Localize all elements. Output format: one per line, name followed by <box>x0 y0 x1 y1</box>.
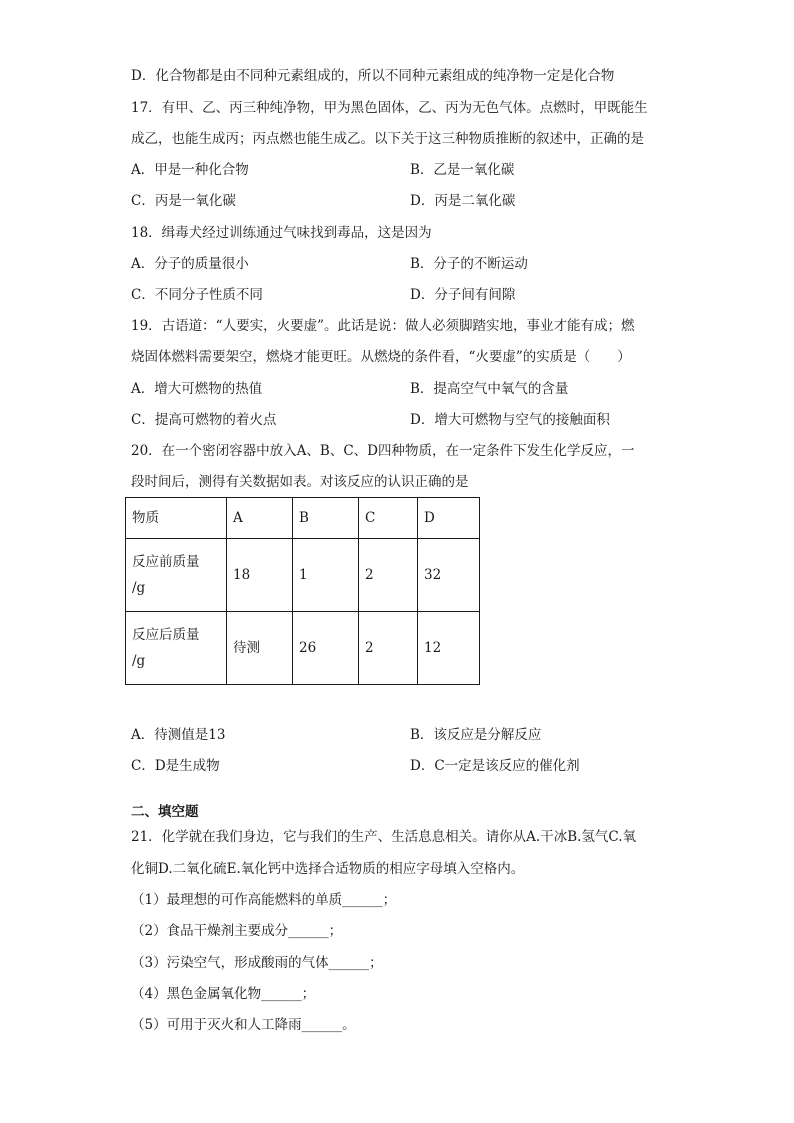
table-cell: 32 <box>418 539 480 612</box>
q17-option-d: D．丙是二氧化碳 <box>410 193 516 209</box>
q20-option-d: D．C一定是该反应的催化剂 <box>410 758 580 774</box>
q17-stem-line2: 成乙，也能生成丙；丙点燃也能生成乙。以下关于这三种物质推断的叙述中，正确的是 <box>131 131 644 147</box>
table-header-cell: A <box>227 498 293 539</box>
q19-stem-line1: 19．古语道：“人要实，火要虚”。此话是说：做人必须脚踏实地，事业才能有成；燃 <box>131 318 635 334</box>
q18-option-b: B．分子的不断运动 <box>410 256 528 272</box>
table-cell: 26 <box>293 612 359 685</box>
table-header-cell: 物质 <box>126 498 227 539</box>
q20-stem-line2: 段时间后，测得有关数据如表。对该反应的认识正确的是 <box>131 474 469 490</box>
table-header-cell: D <box>418 498 480 539</box>
table-cell: 1 <box>293 539 359 612</box>
table-row-label <box>126 612 227 685</box>
q21-stem-line2: 化铜D.二氧化硫E.氧化钙中选择合适物质的相应字母填入空格内。 <box>131 861 525 877</box>
q17-option-c: C．丙是一氧化碳 <box>131 193 236 209</box>
q21-stem-line1: 21．化学就在我们身边，它与我们的生产、生活息息相关。请你从A.干冰B.氢气C.氧 <box>131 829 637 845</box>
table-cell: 待测 <box>227 612 293 685</box>
q16-option-d: D．化合物都是由不同种元素组成的，所以不同种元素组成的纯净物一定是化合物 <box>131 68 615 84</box>
table-row <box>126 612 480 685</box>
table-cell: 2 <box>359 539 418 612</box>
q21-sub-3: （3）污染空气，形成酸雨的气体______； <box>131 955 383 971</box>
q21-sub-4: （4）黑色金属氧化物______； <box>131 986 316 1002</box>
q20-option-a: A．待测值是13 <box>131 727 226 743</box>
table-header-cell: B <box>293 498 359 539</box>
q19-stem-line2: 烧固体燃料需要架空，燃烧才能更旺。从燃烧的条件看，“火要虚”的实质是（ ） <box>131 349 631 365</box>
q21-sub-2: （2）食品干燥剂主要成分______； <box>131 923 343 939</box>
q19-option-d: D．增大可燃物与空气的接触面积 <box>410 412 610 428</box>
q19-option-b: B．提高空气中氧气的含量 <box>410 381 569 397</box>
q18-option-d: D．分子间有间隙 <box>410 287 516 303</box>
q21-sub-5: （5）可用于灭火和人工降雨______。 <box>131 1017 356 1033</box>
row-label-line: 反应后质量 <box>132 627 200 643</box>
row-label-unit: /g <box>132 580 146 596</box>
row-label-unit: /g <box>132 653 146 669</box>
row-label-line: 反应前质量 <box>132 554 200 570</box>
q17-option-a: A．甲是一种化合物 <box>131 162 249 178</box>
table-header-cell: C <box>359 498 418 539</box>
table-header-row <box>126 498 480 539</box>
section-title: 二、填空题 <box>131 804 199 820</box>
q18-stem-line1: 18．缉毒犬经过训练通过气味找到毒品，这是因为 <box>131 225 432 241</box>
table-row <box>126 539 480 612</box>
q21-sub-1: （1）最理想的可作高能燃料的单质______； <box>131 892 397 908</box>
q20-option-c: C．D是生成物 <box>131 758 220 774</box>
q18-option-c: C．不同分子性质不同 <box>131 287 263 303</box>
q20-option-b: B．该反应是分解反应 <box>410 727 542 743</box>
q19-option-c: C．提高可燃物的着火点 <box>131 412 277 428</box>
table-cell: 18 <box>227 539 293 612</box>
q17-stem-line1: 17．有甲、乙、丙三种纯净物，甲为黑色固体，乙、丙为无色气体。点燃时，甲既能生 <box>131 100 648 116</box>
q20-data-table <box>125 497 480 685</box>
q17-option-b: B．乙是一氧化碳 <box>410 162 515 178</box>
q18-option-a: A．分子的质量很小 <box>131 256 249 272</box>
q19-option-a: A．增大可燃物的热值 <box>131 381 263 397</box>
table-cell: 2 <box>359 612 418 685</box>
table-row-label <box>126 539 227 612</box>
q20-stem-line1: 20．在一个密闭容器中放入A、B、C、D四种物质，在一定条件下发生化学反应，一 <box>131 443 635 459</box>
table-cell: 12 <box>418 612 480 685</box>
